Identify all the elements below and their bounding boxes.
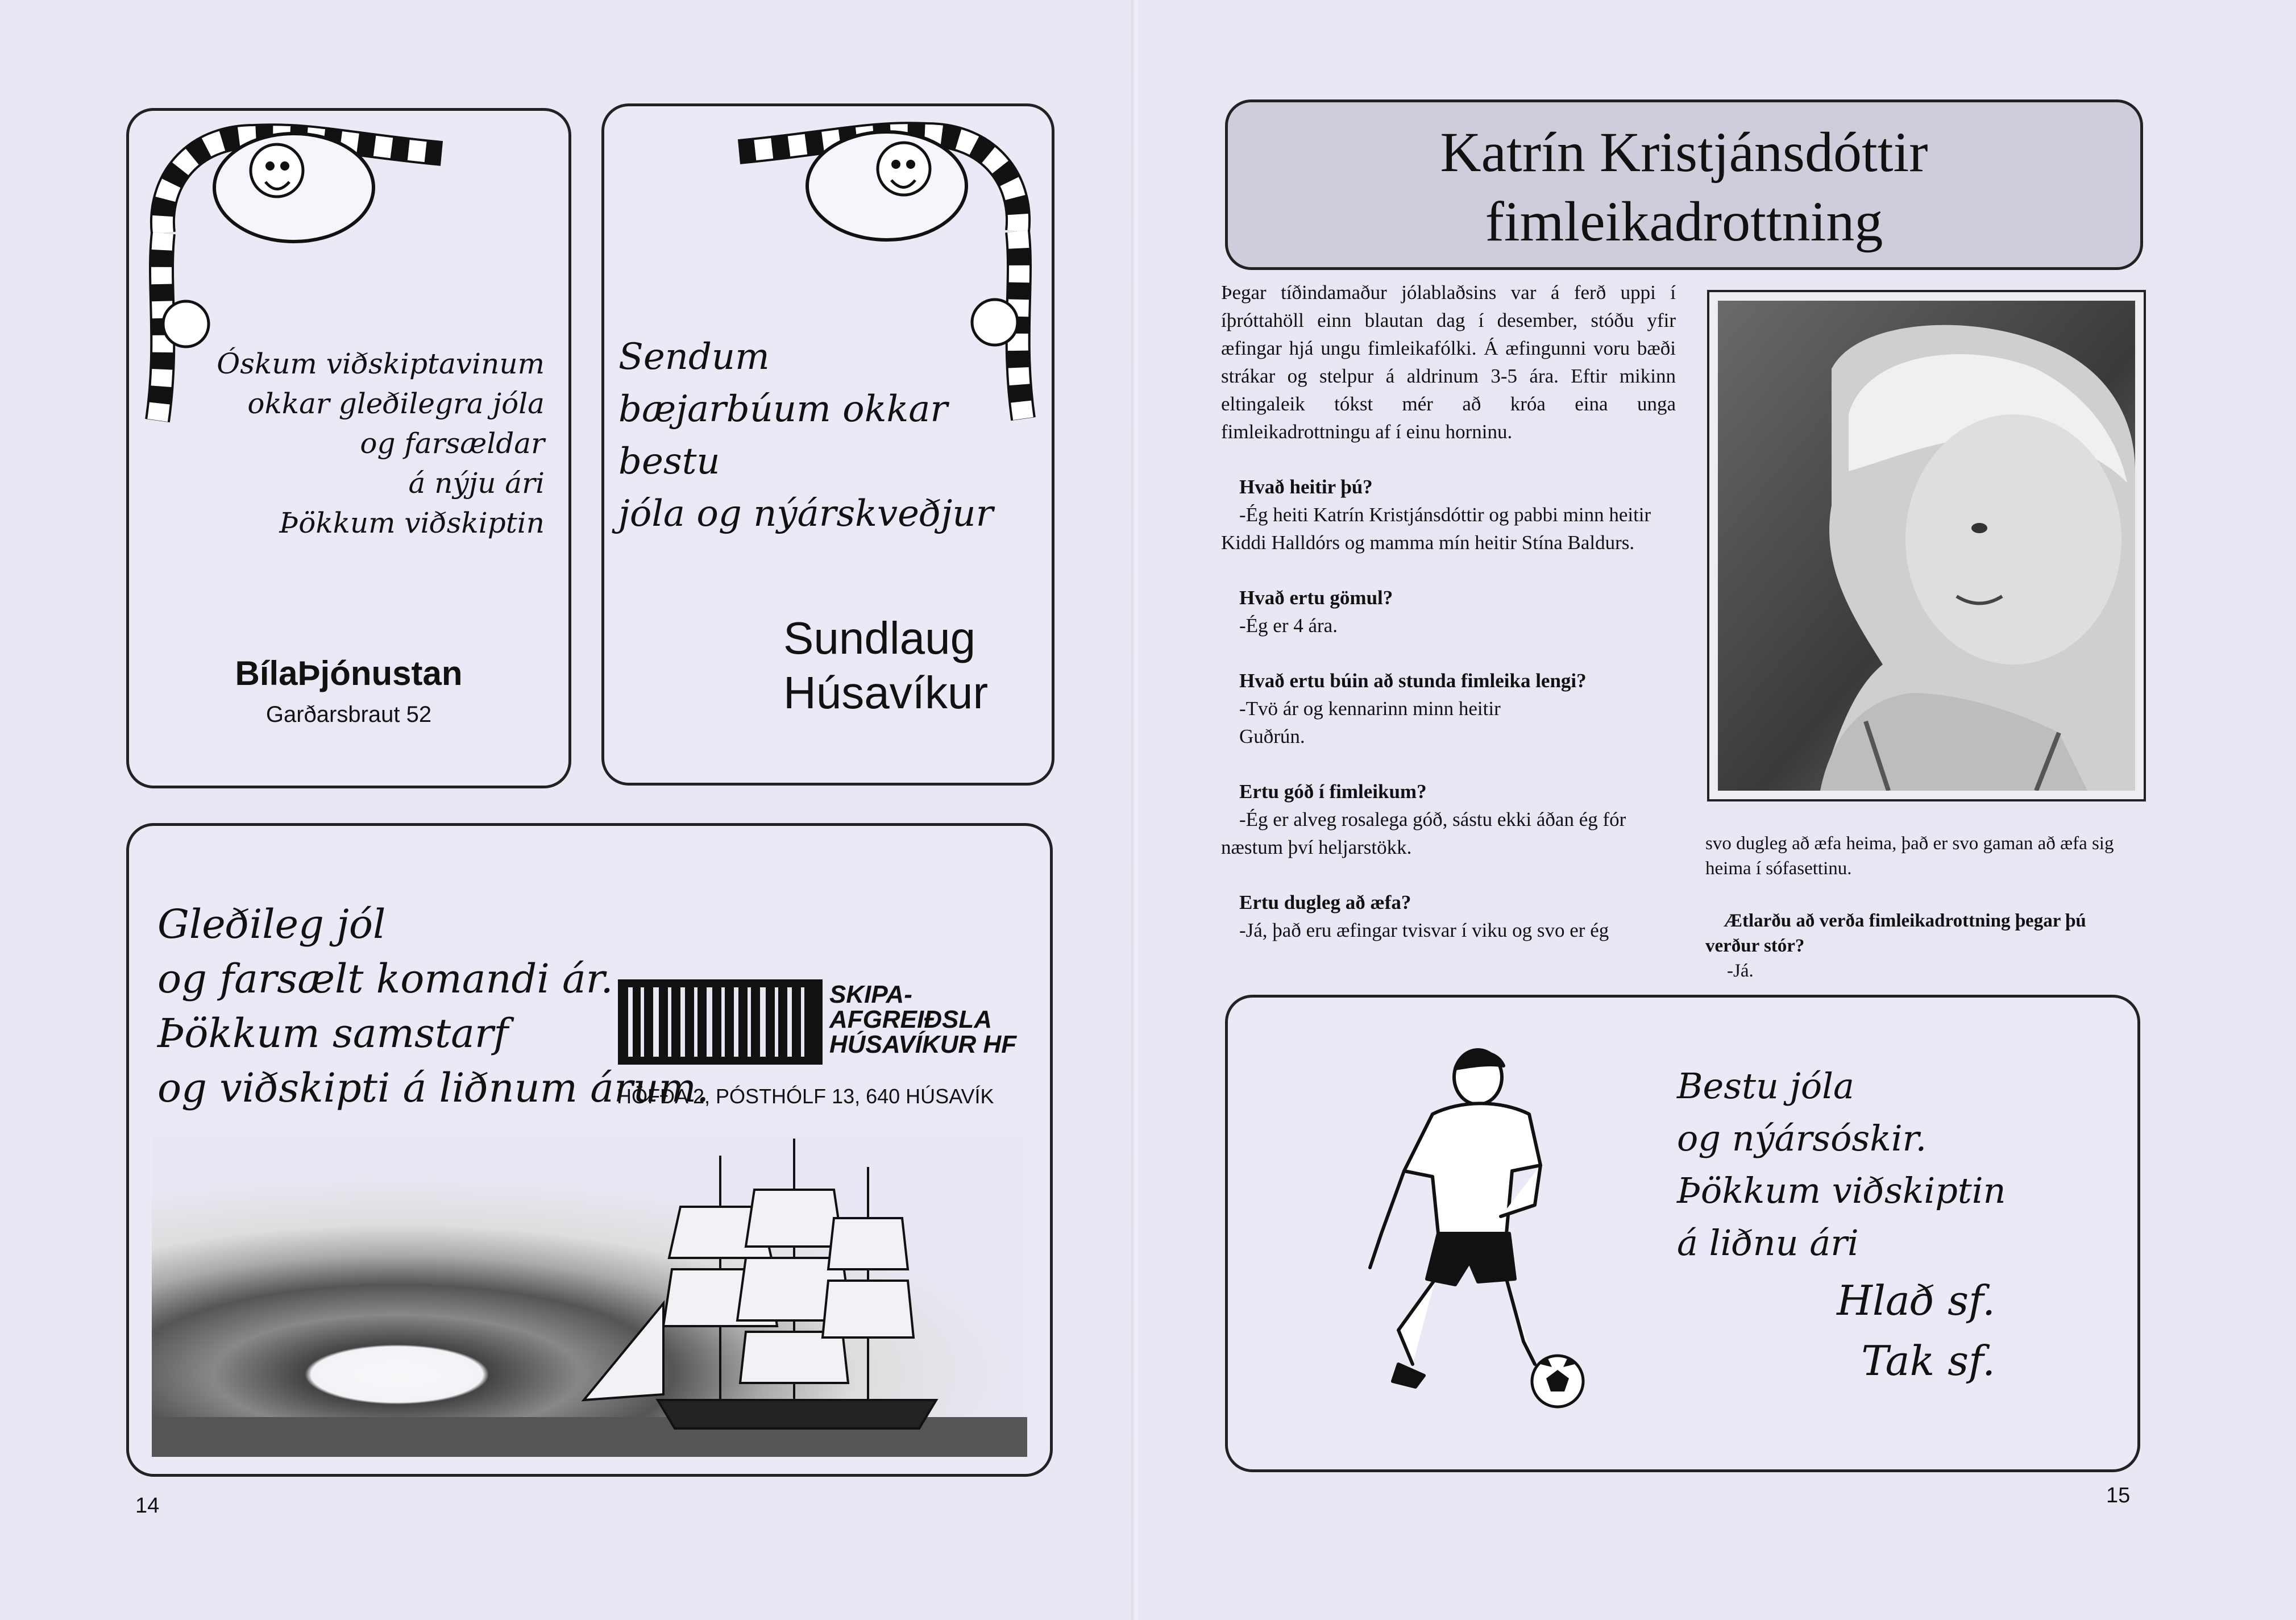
- signature-line: Tak sf.: [1861, 1337, 1995, 1385]
- company-line: SKIPA-: [829, 981, 912, 1008]
- answer: -Ég heiti Katrín Kristjánsdóttir og pabbi minn heitir Kiddi Halldórs og mamma mín heitir Stína Baldurs.: [1221, 504, 1651, 554]
- ad4-signatures: [1837, 1270, 1995, 1391]
- question: Hvað heitir þú?: [1239, 476, 1373, 498]
- business-line: Sundlaug: [783, 613, 976, 663]
- ad-hlad-tak: [1225, 995, 2140, 1472]
- message-line: jóla og nýárskveðjur: [618, 493, 994, 535]
- message-line: Gleðileg jól: [157, 901, 386, 948]
- ad1-message: [217, 344, 545, 543]
- qa-block: [1221, 778, 1676, 861]
- company-line: AFGREIÐSLA: [829, 1006, 992, 1033]
- message-line: bæjarbúum okkar: [618, 388, 948, 430]
- article-photo: [1707, 290, 2146, 801]
- message-line: Bestu jóla: [1677, 1065, 1854, 1107]
- ad-skipaafgreidsla: [126, 823, 1053, 1477]
- message-line: og viðskipti á liðnum árum.: [157, 1065, 709, 1111]
- answer: -Ég er alveg rosalega góð, sástu ekki áðan ég fór næstum því heljarstökk.: [1221, 808, 1626, 858]
- left-page: [0, 0, 1131, 1620]
- message-line: og nýársóskir.: [1677, 1118, 1927, 1159]
- business-name: [783, 611, 988, 720]
- message-line: á liðnu ári: [1677, 1222, 1859, 1264]
- company-name: [829, 982, 1016, 1057]
- qa-block: [1221, 473, 1676, 501]
- answer: -Ég er 4 ára.: [1239, 614, 1338, 637]
- article-intro: Þegar tíðindamaður jólablaðsins var á ferð uppi í íþróttahöll einn blautan dag í desember, stóðu yfir æfingar hjá ungu fimleikafólki. Á æfingunni voru bæði strákar og stelpur á aldrinum 3-5 ára. Eftir mikinn eltingaleik tókst mér að króa eina unga fimleikadrottningu af í einu horninu.: [1221, 281, 1676, 443]
- message-line: Þökkum samstarf: [157, 1010, 509, 1057]
- article-title-line: fimleikadrottning: [1485, 190, 1883, 253]
- question: Ætlarðu að verða fimleikadrottning þegar þú verður stór?: [1705, 911, 2086, 956]
- signature-line: Hlað sf.: [1837, 1277, 1995, 1324]
- message-line: Þökkum viðskiptin: [279, 506, 545, 539]
- right-page: [1140, 0, 2296, 1620]
- message-line: Þökkum viðskiptin: [1677, 1170, 2006, 1211]
- message-line: okkar gleðilegra jóla: [247, 387, 545, 420]
- question: Ertu dugleg að æfa?: [1239, 891, 1411, 913]
- business-name: BílaÞjónustan: [235, 654, 463, 692]
- business-line: Húsavíkur: [783, 667, 989, 718]
- company-address: HÖFÐA 2, PÓSTHÓLF 13, 640 HÚSAVÍK: [617, 1085, 994, 1108]
- article-body: [1221, 279, 1676, 944]
- message-line: og farsældar: [360, 427, 545, 460]
- article-title-banner: [1225, 99, 2143, 270]
- sunset-ship-illustration: [152, 1133, 1027, 1463]
- answer: -Já, það eru æfingar tvisvar í viku og svo er ég: [1239, 919, 1609, 941]
- message-line: á nýju ári: [408, 467, 545, 500]
- message-line: og farsælt komandi ár.: [157, 956, 613, 1002]
- question: Hvað ertu gömul?: [1239, 587, 1393, 609]
- ad-sundlaug-husavikur: [601, 103, 1054, 786]
- question: Ertu góð í fimleikum?: [1239, 780, 1427, 803]
- ad4-message: [1677, 1060, 2006, 1269]
- business-address: Garðarsbraut 52: [265, 702, 432, 727]
- article-continuation: [1705, 831, 2143, 983]
- company-line: HÚSAVÍKUR HF: [829, 1031, 1017, 1058]
- soccer-ball-icon: [1532, 1356, 1583, 1407]
- child-portrait-photo: [1718, 301, 2135, 791]
- answer: -Tvö ár og kennarinn minn heitir Guðrún.: [1239, 697, 1501, 747]
- message-line: Sendum: [618, 336, 770, 378]
- qa-block: [1221, 667, 1676, 750]
- article-title-line: Katrín Kristjánsdóttir: [1440, 121, 1928, 184]
- message-line: bestu: [618, 441, 720, 483]
- qa-block: [1221, 888, 1676, 944]
- question: Hvað ertu búin að stunda fimleika lengi?: [1239, 670, 1587, 692]
- page-number: 15: [2106, 1484, 2131, 1507]
- message-line: Óskum viðskiptavinum: [217, 347, 545, 380]
- answer: -Já.: [1727, 961, 1754, 981]
- soccer-player-illustration: [1313, 1046, 1631, 1415]
- barcode-logo-icon: [618, 979, 823, 1070]
- ad-bilathjonustan: [126, 108, 571, 788]
- qa-block: [1221, 584, 1676, 639]
- continued-answer: svo dugleg að æfa heima, það er svo gaman að æfa sig heima í sófasettinu.: [1705, 833, 2114, 879]
- page-number: 14: [135, 1494, 160, 1518]
- ad2-message: [618, 331, 993, 540]
